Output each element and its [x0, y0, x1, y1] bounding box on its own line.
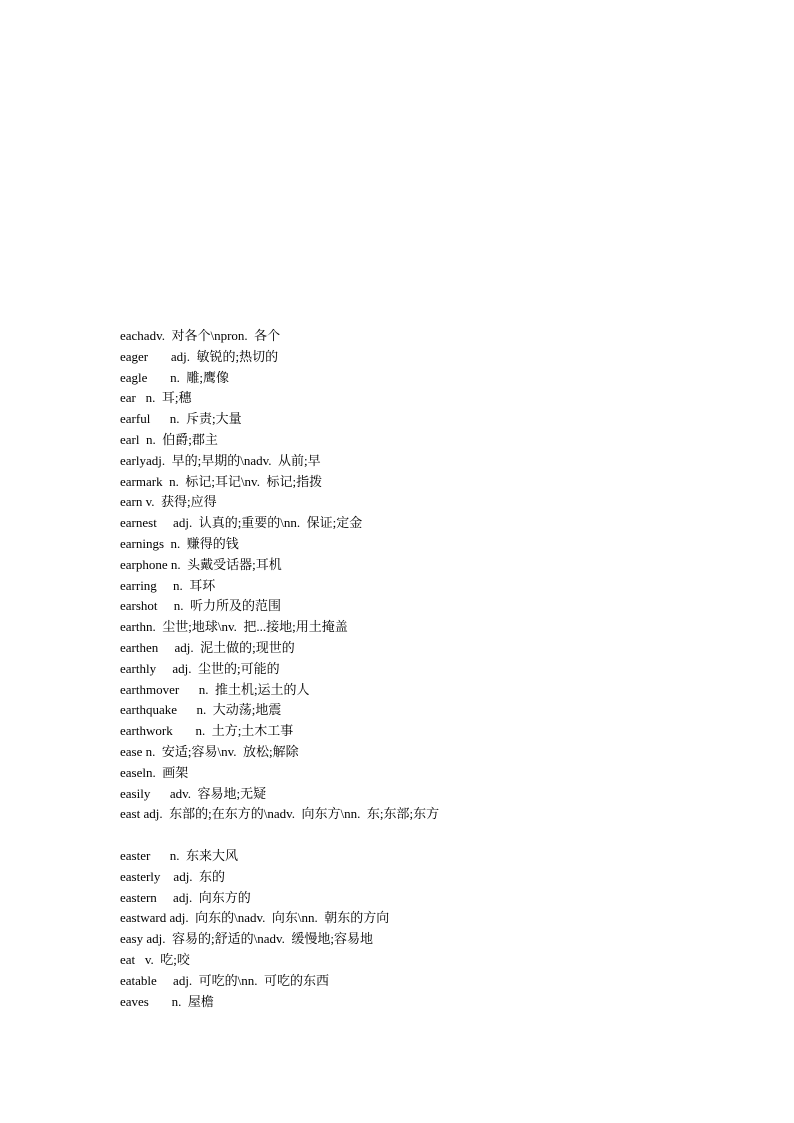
- entry-earthquake: earthquake n. 大动荡;地震: [120, 702, 282, 718]
- entry-early: earlyadj. 早的;早期的\nadv. 从前;早: [120, 452, 321, 468]
- entry-earl: earl n. 伯爵;郡主: [120, 431, 218, 447]
- entry-earshot: earshot n. 听力所及的范围: [120, 598, 282, 614]
- entry-earth: earthn. 尘世;地球\nv. 把...接地;用土掩盖: [120, 619, 348, 635]
- entry-each: eachadv. 对各个\npron. 各个: [120, 328, 281, 343]
- entry-earring: earring n. 耳环: [120, 577, 216, 593]
- entry-earful: earful n. 斥责;大量: [120, 411, 242, 427]
- entry-eager: eager adj. 敏锐的;热切的: [120, 348, 279, 364]
- entry-easy: easy adj. 容易的;舒适的\nadv. 缓慢地;容易地: [120, 931, 373, 947]
- entry-earnest: earnest adj. 认真的;重要的\nn. 保证;定金: [120, 515, 363, 531]
- entry-earthen: earthen adj. 泥土做的;现世的: [120, 639, 295, 655]
- dictionary-entries: [120, 326, 760, 1012]
- entry-easily: easily adv. 容易地;无疑: [120, 785, 267, 801]
- entry-eat: eat v. 吃;咬: [120, 951, 190, 967]
- entry-earn: earn v. 获得;应得: [120, 494, 217, 510]
- entry-eatable: eatable adj. 可吃的\nn. 可吃的东西: [120, 972, 330, 988]
- entry-east: east adj. 东部的;在东方的\nadv. 向东方\nn. 东;东部;东方: [120, 806, 440, 822]
- entry-eagle: eagle n. 雕;鹰像: [120, 369, 230, 385]
- entry-ear: ear n. 耳;穗: [120, 390, 192, 406]
- entry-eastern: eastern adj. 向东方的: [120, 889, 251, 905]
- entry-eaves: eaves n. 屋檐: [120, 993, 214, 1009]
- entry-earthly: earthly adj. 尘世的;可能的: [120, 660, 280, 676]
- entry-eastward: eastward adj. 向东的\nadv. 向东\nn. 朝东的方向: [120, 910, 390, 926]
- entry-earmark: earmark n. 标记;耳记\nv. 标记;指拨: [120, 473, 323, 489]
- entry-earthmover: earthmover n. 推土机;运土的人: [120, 681, 310, 697]
- entry-earthwork: earthwork n. 土方;土木工事: [120, 723, 294, 739]
- entry-earphone: earphone n. 头戴受话器;耳机: [120, 556, 282, 572]
- entry-ease: ease n. 安适;容易\nv. 放松;解除: [120, 743, 299, 759]
- blank-line: [120, 825, 760, 846]
- entry-easel: easeln. 画架: [120, 764, 189, 780]
- entry-easterly: easterly adj. 东的: [120, 868, 226, 884]
- entry-earnings: earnings n. 赚得的钱: [120, 535, 239, 551]
- entry-easter: easter n. 东来大风: [120, 847, 239, 863]
